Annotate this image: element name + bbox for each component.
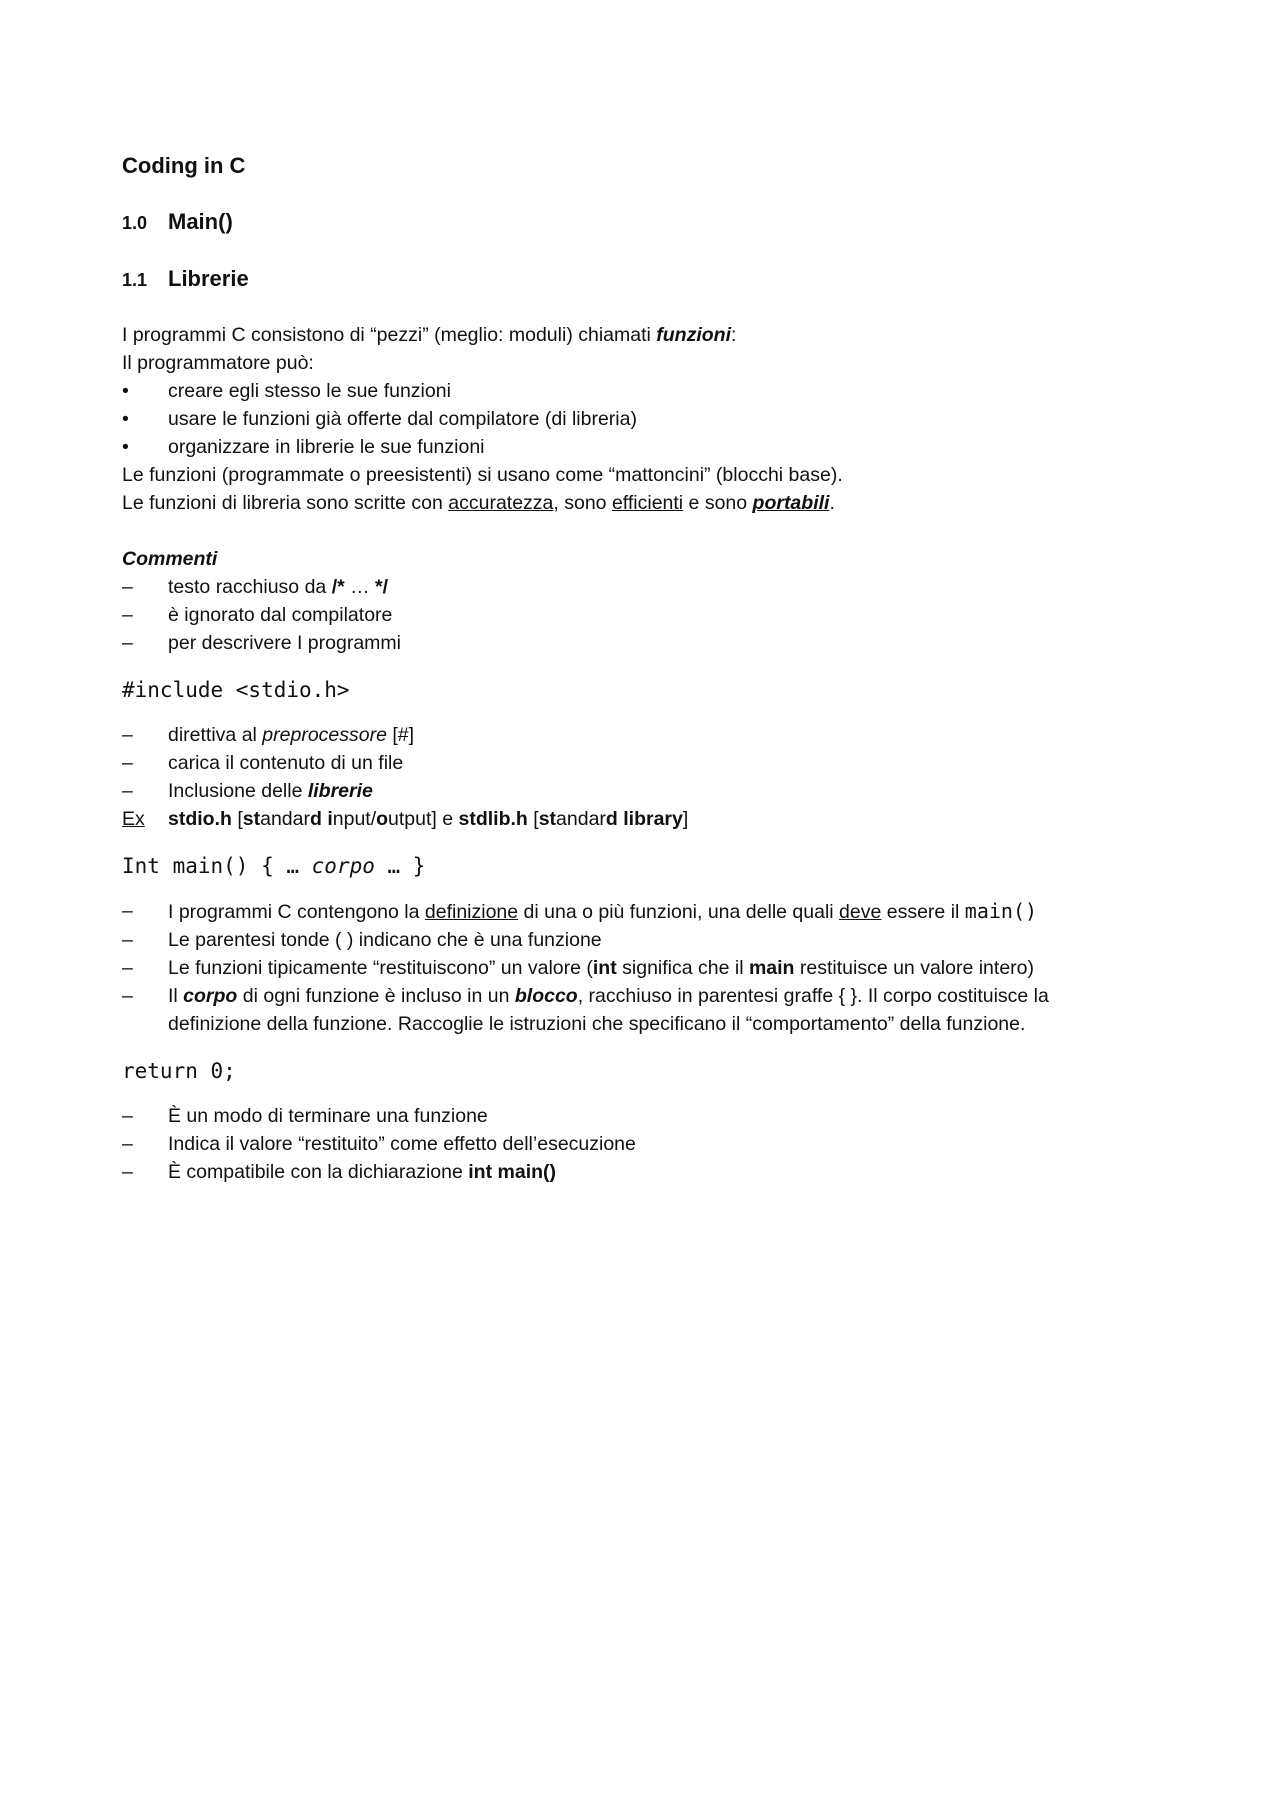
example-segment: o — [376, 808, 389, 830]
intro-line: Il programmatore può: — [122, 352, 314, 374]
example-segment: nput/ — [332, 808, 377, 830]
example-segment: d — [309, 808, 322, 830]
intro-line: Le funzioni di libreria sono scritte con accuratezza, sono efficienti e sono portabili. — [122, 492, 835, 514]
example-segment: [ — [231, 808, 243, 830]
list-item: – Il corpo di ogni funzione è incluso in un blocco, racchiuso in parentesi graffe { }. Il corpo costituisce la definizione della funzione. Raccoglie le istruzioni che specificano il “comportamento” della funzione. — [122, 985, 1049, 1035]
list-item: • organizzare in librerie le sue funzioni — [122, 436, 485, 458]
list-item: – I programmi C contengono la definizione di una o più funzioni, una delle quali deve essere il main() — [122, 899, 1038, 923]
comments-heading: Commenti — [122, 548, 218, 570]
example-segment: utput] e — [388, 808, 459, 830]
heading-number: 1.1 — [122, 270, 148, 290]
code-return: return 0; — [122, 1059, 236, 1083]
list-item: – carica il contenuto di un file — [122, 752, 404, 774]
intro-section — [122, 321, 1140, 1186]
list-item: – per descrivere I programmi — [122, 632, 401, 654]
code-main: Int main() { … corpo … } — [122, 854, 426, 878]
list-item: • creare egli stesso le sue funzioni — [122, 380, 451, 402]
example-segment: i — [327, 808, 333, 830]
list-item: – È compatibile con la dichiarazione int main() — [122, 1161, 557, 1183]
example-segment: ] — [682, 808, 689, 830]
example-segment: stdio.h — [168, 808, 232, 830]
list-item: – direttiva al preprocessore [#] — [122, 724, 415, 746]
list-item: – Le parentesi tonde ( ) indicano che è una funzione — [122, 929, 602, 951]
heading-librerie — [122, 264, 1140, 295]
intro-line: I programmi C consistono di “pezzi” (meglio: moduli) chiamati funzioni: — [122, 324, 737, 346]
example-segment: st — [242, 808, 261, 830]
code-include: #include <stdio.h> — [122, 678, 350, 702]
list-item: – Indica il valore “restituito” come effetto dell’esecuzione — [122, 1133, 636, 1155]
example-segment: andar — [260, 808, 310, 830]
heading-number: 1.0 — [122, 213, 148, 233]
document-title: Coding in C — [122, 153, 246, 178]
example-segment: d — [605, 808, 618, 830]
example-segment: st — [538, 808, 557, 830]
example-segment: andar — [556, 808, 606, 830]
heading-text: Librerie — [168, 266, 249, 291]
list-item: – Le funzioni tipicamente “restituiscono” un valore (int significa che il main restituisce un valore intero) — [122, 957, 1034, 979]
heading-text: Main() — [168, 209, 233, 234]
example-segment: stdlib.h — [458, 808, 528, 830]
list-item: – è ignorato dal compilatore — [122, 604, 393, 626]
example-segment: library — [623, 808, 683, 830]
list-item: • usare le funzioni già offerte dal compilatore (di libreria) — [122, 408, 637, 430]
example-segment: [ — [527, 808, 539, 830]
heading-main — [122, 207, 1140, 238]
list-item: – È un modo di terminare una funzione — [122, 1105, 488, 1127]
intro-line: Le funzioni (programmate o preesistenti) si usano come “mattoncini” (blocchi base). — [122, 464, 843, 486]
example-line: Ex stdio.h [standard input/output] e stdlib.h [standard library] — [122, 805, 1140, 833]
list-item: – testo racchiuso da /* … */ — [122, 576, 389, 598]
example-text — [168, 805, 1140, 833]
list-item: – Inclusione delle librerie — [122, 780, 373, 802]
